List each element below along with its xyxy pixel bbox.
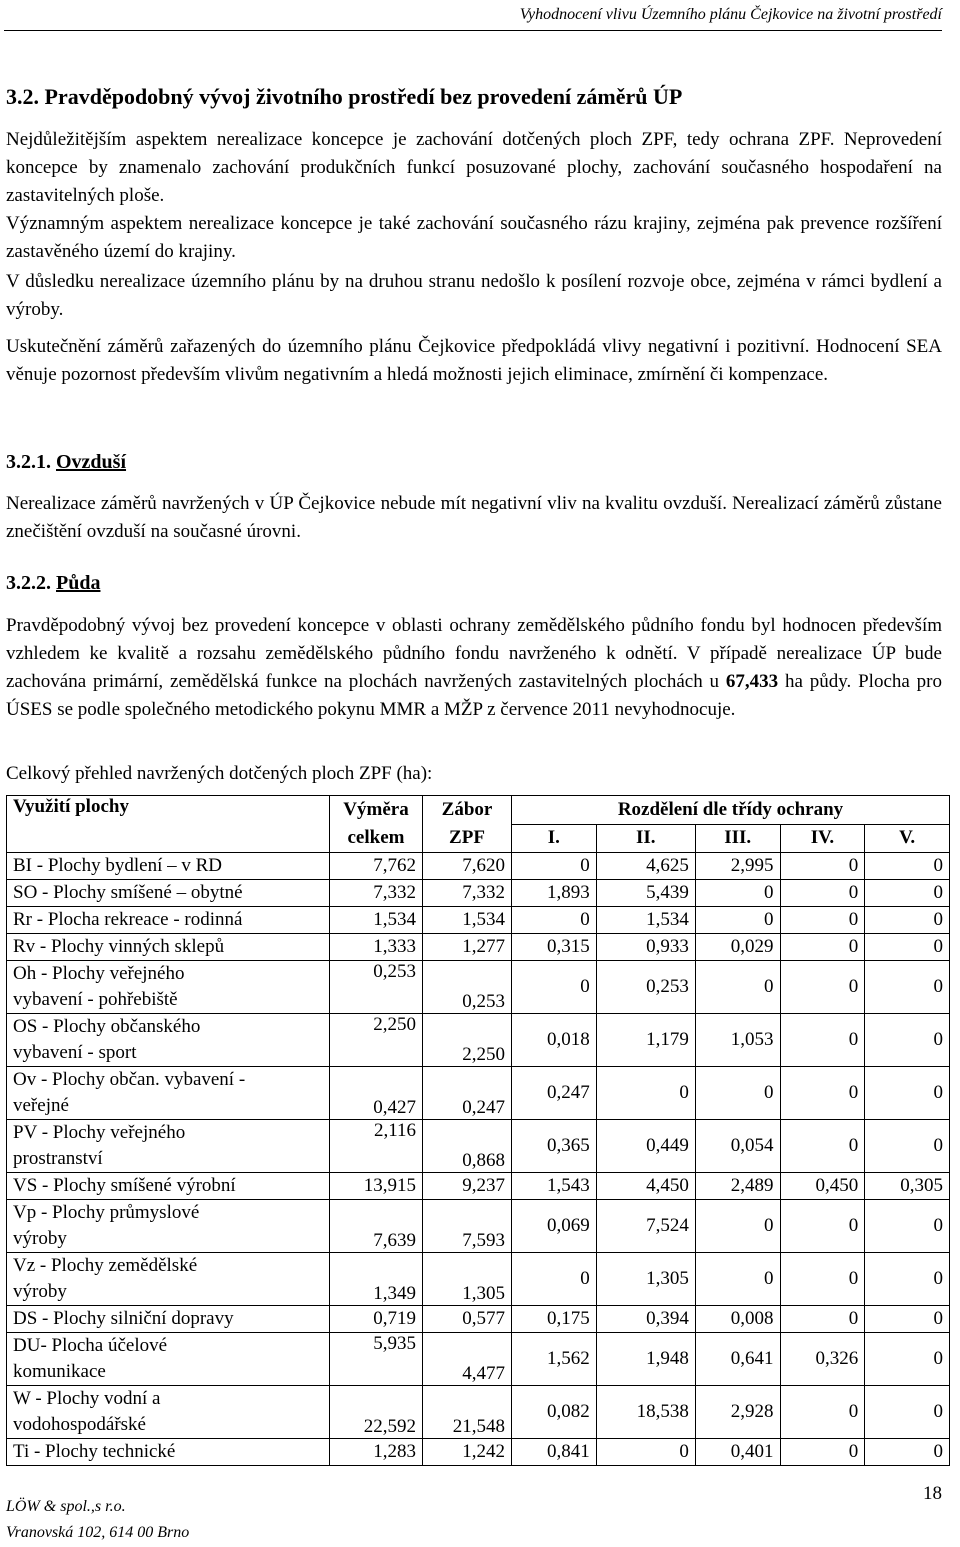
cell-class: 0 [512, 1253, 597, 1306]
cell-class: 0 [596, 1439, 695, 1466]
cell-class: 1,305 [596, 1253, 695, 1306]
cell-class: 0,247 [512, 1067, 597, 1120]
cell-class: 0,305 [865, 1173, 950, 1200]
cell-class: 0 [865, 1200, 950, 1253]
cell-class: 0,315 [512, 934, 597, 961]
cell-take: 4,477 [423, 1333, 512, 1386]
cell-area: 7,639 [330, 1200, 423, 1253]
cell-take: 1,277 [423, 934, 512, 961]
cell-area: 0,427 [330, 1067, 423, 1120]
section-title: Pravděpodobný vývoj životního prostředí bez provedení záměrů ÚP [44, 84, 683, 109]
table-row [7, 1386, 950, 1439]
subsection-heading-soil [6, 572, 100, 595]
table-row [7, 1120, 950, 1173]
cell-area: 1,333 [330, 934, 423, 961]
col-header-split: Rozdělení dle třídy ochrany [512, 796, 950, 825]
footer-company [6, 1494, 189, 1546]
table-row [7, 934, 950, 961]
subsection-title: Půda [56, 572, 101, 594]
cell-take: 21,548 [423, 1386, 512, 1439]
cell-use: Vp - Plochy průmyslové výroby [7, 1200, 330, 1253]
subsection-title: Ovzduší [56, 451, 127, 473]
cell-use: SO - Plochy smíšené – obytné [7, 880, 330, 907]
cell-class: 0 [780, 1200, 865, 1253]
cell-take: 7,620 [423, 853, 512, 880]
cell-class: 0,641 [695, 1333, 780, 1386]
cell-class: 0 [780, 880, 865, 907]
table-row [7, 1439, 950, 1466]
cell-class: 0 [780, 1439, 865, 1466]
cell-class: 0 [780, 1386, 865, 1439]
cell-class: 0,449 [596, 1120, 695, 1173]
cell-use: DU- Plocha účelové komunikace [7, 1333, 330, 1386]
cell-take: 7,593 [423, 1200, 512, 1253]
cell-area: 0,719 [330, 1306, 423, 1333]
cell-class: 0 [695, 1253, 780, 1306]
cell-class: 5,439 [596, 880, 695, 907]
cell-class: 18,538 [596, 1386, 695, 1439]
cell-class: 0,082 [512, 1386, 597, 1439]
cell-class: 0 [865, 1386, 950, 1439]
table-row [7, 1173, 950, 1200]
cell-class: 0 [780, 853, 865, 880]
cell-class: 1,543 [512, 1173, 597, 1200]
cell-class: 0 [780, 961, 865, 1014]
cell-class: 0 [865, 1014, 950, 1067]
cell-take: 7,332 [423, 880, 512, 907]
col-header-area: Výměra celkem [330, 796, 423, 853]
cell-class: 0 [865, 1120, 950, 1173]
cell-class: 0 [865, 880, 950, 907]
cell-take: 1,305 [423, 1253, 512, 1306]
footer-address: Vranovská 102, 614 00 Brno [6, 1524, 190, 1541]
cell-class: 2,928 [695, 1386, 780, 1439]
cell-take: 0,253 [423, 961, 512, 1014]
cell-class: 0 [780, 1253, 865, 1306]
cell-area: 0,253 [330, 961, 423, 1014]
cell-class: 0 [780, 1067, 865, 1120]
cell-take: 1,242 [423, 1439, 512, 1466]
cell-class: 0 [695, 907, 780, 934]
section-paragraph-1: Nejdůležitějším aspektem nerealizace koncepce je zachování dotčených ploch ZPF, tedy ochrana ZPF. Neprovedení koncepce by znamenalo zachování produkčních funkcí posuzované plochy, zachování současného hospodaření na zastavitelných ploše. [6, 129, 942, 206]
cell-class: 0,008 [695, 1306, 780, 1333]
cell-area: 2,250 [330, 1014, 423, 1067]
cell-use: Oh - Plochy veřejného vybavení - pohřebiště [7, 961, 330, 1014]
cell-area: 7,762 [330, 853, 423, 880]
col-header-class: V. [865, 824, 950, 853]
cell-class: 0,401 [695, 1439, 780, 1466]
cell-take: 9,237 [423, 1173, 512, 1200]
table-caption: Celkový přehled navržených dotčených ploch ZPF (ha): [6, 763, 433, 784]
table-row [7, 853, 950, 880]
cell-class: 2,489 [695, 1173, 780, 1200]
cell-use: W - Plochy vodní a vodohospodářské [7, 1386, 330, 1439]
table-row [7, 1067, 950, 1120]
cell-class: 1,562 [512, 1333, 597, 1386]
col-header-class: IV. [780, 824, 865, 853]
col-header-class: I. [512, 824, 597, 853]
cell-class: 0,394 [596, 1306, 695, 1333]
cell-area: 1,349 [330, 1253, 423, 1306]
cell-class: 0,054 [695, 1120, 780, 1173]
section-heading [6, 84, 682, 110]
cell-class: 0,365 [512, 1120, 597, 1173]
subsection-heading-air [6, 451, 126, 474]
cell-class: 4,450 [596, 1173, 695, 1200]
col-header-use: Využití plochy [7, 796, 330, 853]
cell-class: 0 [780, 1014, 865, 1067]
cell-area: 2,116 [330, 1120, 423, 1173]
cell-class: 4,625 [596, 853, 695, 880]
section-number: 3.2. [6, 84, 39, 109]
cell-use: PV - Plochy veřejného prostranství [7, 1120, 330, 1173]
cell-class: 0,933 [596, 934, 695, 961]
section-paragraph-2: Významným aspektem nerealizace koncepce je také zachování současného rázu krajiny, zejména pak prevence rozšíření zastavěného území do krajiny. [6, 213, 942, 262]
cell-area: 1,283 [330, 1439, 423, 1466]
soil-paragraph [6, 612, 942, 724]
cell-class: 1,948 [596, 1333, 695, 1386]
cell-class: 1,534 [596, 907, 695, 934]
table-row [7, 961, 950, 1014]
col-header-class: II. [596, 824, 695, 853]
soil-area-value: 67,433 [725, 671, 779, 692]
header-rule [4, 30, 942, 31]
cell-class: 0 [695, 961, 780, 1014]
cell-class: 0 [865, 1439, 950, 1466]
cell-class: 2,995 [695, 853, 780, 880]
table-row [7, 907, 950, 934]
cell-area: 13,915 [330, 1173, 423, 1200]
cell-use: Ov - Plochy občan. vybavení - veřejné [7, 1067, 330, 1120]
cell-use: Rv - Plochy vinných sklepů [7, 934, 330, 961]
cell-area: 1,534 [330, 907, 423, 934]
cell-class: 0 [865, 1253, 950, 1306]
table-row [7, 1333, 950, 1386]
cell-use: OS - Plochy občanského vybavení - sport [7, 1014, 330, 1067]
cell-class: 1,893 [512, 880, 597, 907]
soil-text-a: Pravděpodobný vývoj bez provedení koncepce v oblasti ochrany zemědělského půdního fondu byl hodnocen především vzhledem ke kvalitě a rozsahu zemědělského půdního fondu navrženého k odnětí. V případě nerealizace ÚP bude zachována primární, zemědělská funkce na plochách navržených zastavitelných plochách u [6, 615, 942, 692]
table-row [7, 1200, 950, 1253]
cell-use: VS - Plochy smíšené výrobní [7, 1173, 330, 1200]
cell-class: 0 [512, 853, 597, 880]
cell-class: 0 [865, 907, 950, 934]
cell-class: 0 [780, 1306, 865, 1333]
cell-class: 0 [695, 1200, 780, 1253]
cell-class: 0,069 [512, 1200, 597, 1253]
page-number: 18 [923, 1483, 942, 1504]
cell-class: 0,841 [512, 1439, 597, 1466]
cell-class: 0 [695, 880, 780, 907]
cell-class: 0 [780, 934, 865, 961]
cell-class: 1,053 [695, 1014, 780, 1067]
cell-class: 0 [865, 1306, 950, 1333]
cell-use: DS - Plochy silniční dopravy [7, 1306, 330, 1333]
section-paragraph-4: Uskutečnění záměrů zařazených do územního plánu Čejkovice předpokládá vlivy negativní i pozitivní. Hodnocení SEA věnuje pozornost především vlivům negativním a hledá možnosti jejich eliminace, zmírnění či kompenzace. [6, 336, 942, 385]
col-header-take: Zábor ZPF [423, 796, 512, 853]
cell-class: 0,029 [695, 934, 780, 961]
cell-class: 0 [695, 1067, 780, 1120]
cell-class: 0 [596, 1067, 695, 1120]
cell-use: Vz - Plochy zemědělské výroby [7, 1253, 330, 1306]
col-header-class: III. [695, 824, 780, 853]
cell-class: 0 [512, 961, 597, 1014]
cell-class: 0 [780, 907, 865, 934]
table-row [7, 1253, 950, 1306]
cell-take: 0,577 [423, 1306, 512, 1333]
cell-take: 0,868 [423, 1120, 512, 1173]
cell-class: 0 [865, 934, 950, 961]
cell-class: 0 [865, 961, 950, 1014]
table-row [7, 880, 950, 907]
cell-class: 1,179 [596, 1014, 695, 1067]
cell-area: 22,592 [330, 1386, 423, 1439]
table-row [7, 1014, 950, 1067]
section-paragraph-3: V důsledku nerealizace územního plánu by na druhou stranu nedošlo k posílení rozvoje obce, zejména v rámci bydlení a výroby. [6, 271, 942, 320]
subsection-number: 3.2.1. [6, 451, 51, 473]
cell-class: 0 [865, 853, 950, 880]
cell-take: 2,250 [423, 1014, 512, 1067]
cell-area: 5,935 [330, 1333, 423, 1386]
cell-class: 0,326 [780, 1333, 865, 1386]
zpf-table [6, 795, 950, 1466]
cell-take: 0,247 [423, 1067, 512, 1120]
running-header: Vyhodnocení vlivu Územního plánu Čejkovice na životní prostředí [519, 6, 942, 23]
cell-area: 7,332 [330, 880, 423, 907]
cell-class: 0 [512, 907, 597, 934]
cell-class: 0,450 [780, 1173, 865, 1200]
cell-class: 0,253 [596, 961, 695, 1014]
cell-use: Rr - Plocha rekreace - rodinná [7, 907, 330, 934]
cell-class: 0 [865, 1333, 950, 1386]
table-row [7, 1306, 950, 1333]
cell-take: 1,534 [423, 907, 512, 934]
cell-class: 7,524 [596, 1200, 695, 1253]
air-paragraph: Nerealizace záměrů navržených v ÚP Čejkovice nebude mít negativní vliv na kvalitu ovzduší. Nerealizací záměrů zůstane znečištění ovzduší na současné úrovni. [6, 493, 942, 542]
cell-class: 0,175 [512, 1306, 597, 1333]
soil-text-c: ha půdy. Plocha pro ÚSES se podle společného metodického pokynu MMR a MŽP z července 2011 nevyhodnocuje. [6, 671, 942, 720]
cell-class: 0,018 [512, 1014, 597, 1067]
cell-use: Ti - Plochy technické [7, 1439, 330, 1466]
cell-class: 0 [780, 1120, 865, 1173]
cell-class: 0 [865, 1067, 950, 1120]
footer-company-name: LÖW & spol.,s r.o. [6, 1498, 126, 1515]
cell-use: BI - Plochy bydlení – v RD [7, 853, 330, 880]
subsection-number: 3.2.2. [6, 572, 51, 594]
